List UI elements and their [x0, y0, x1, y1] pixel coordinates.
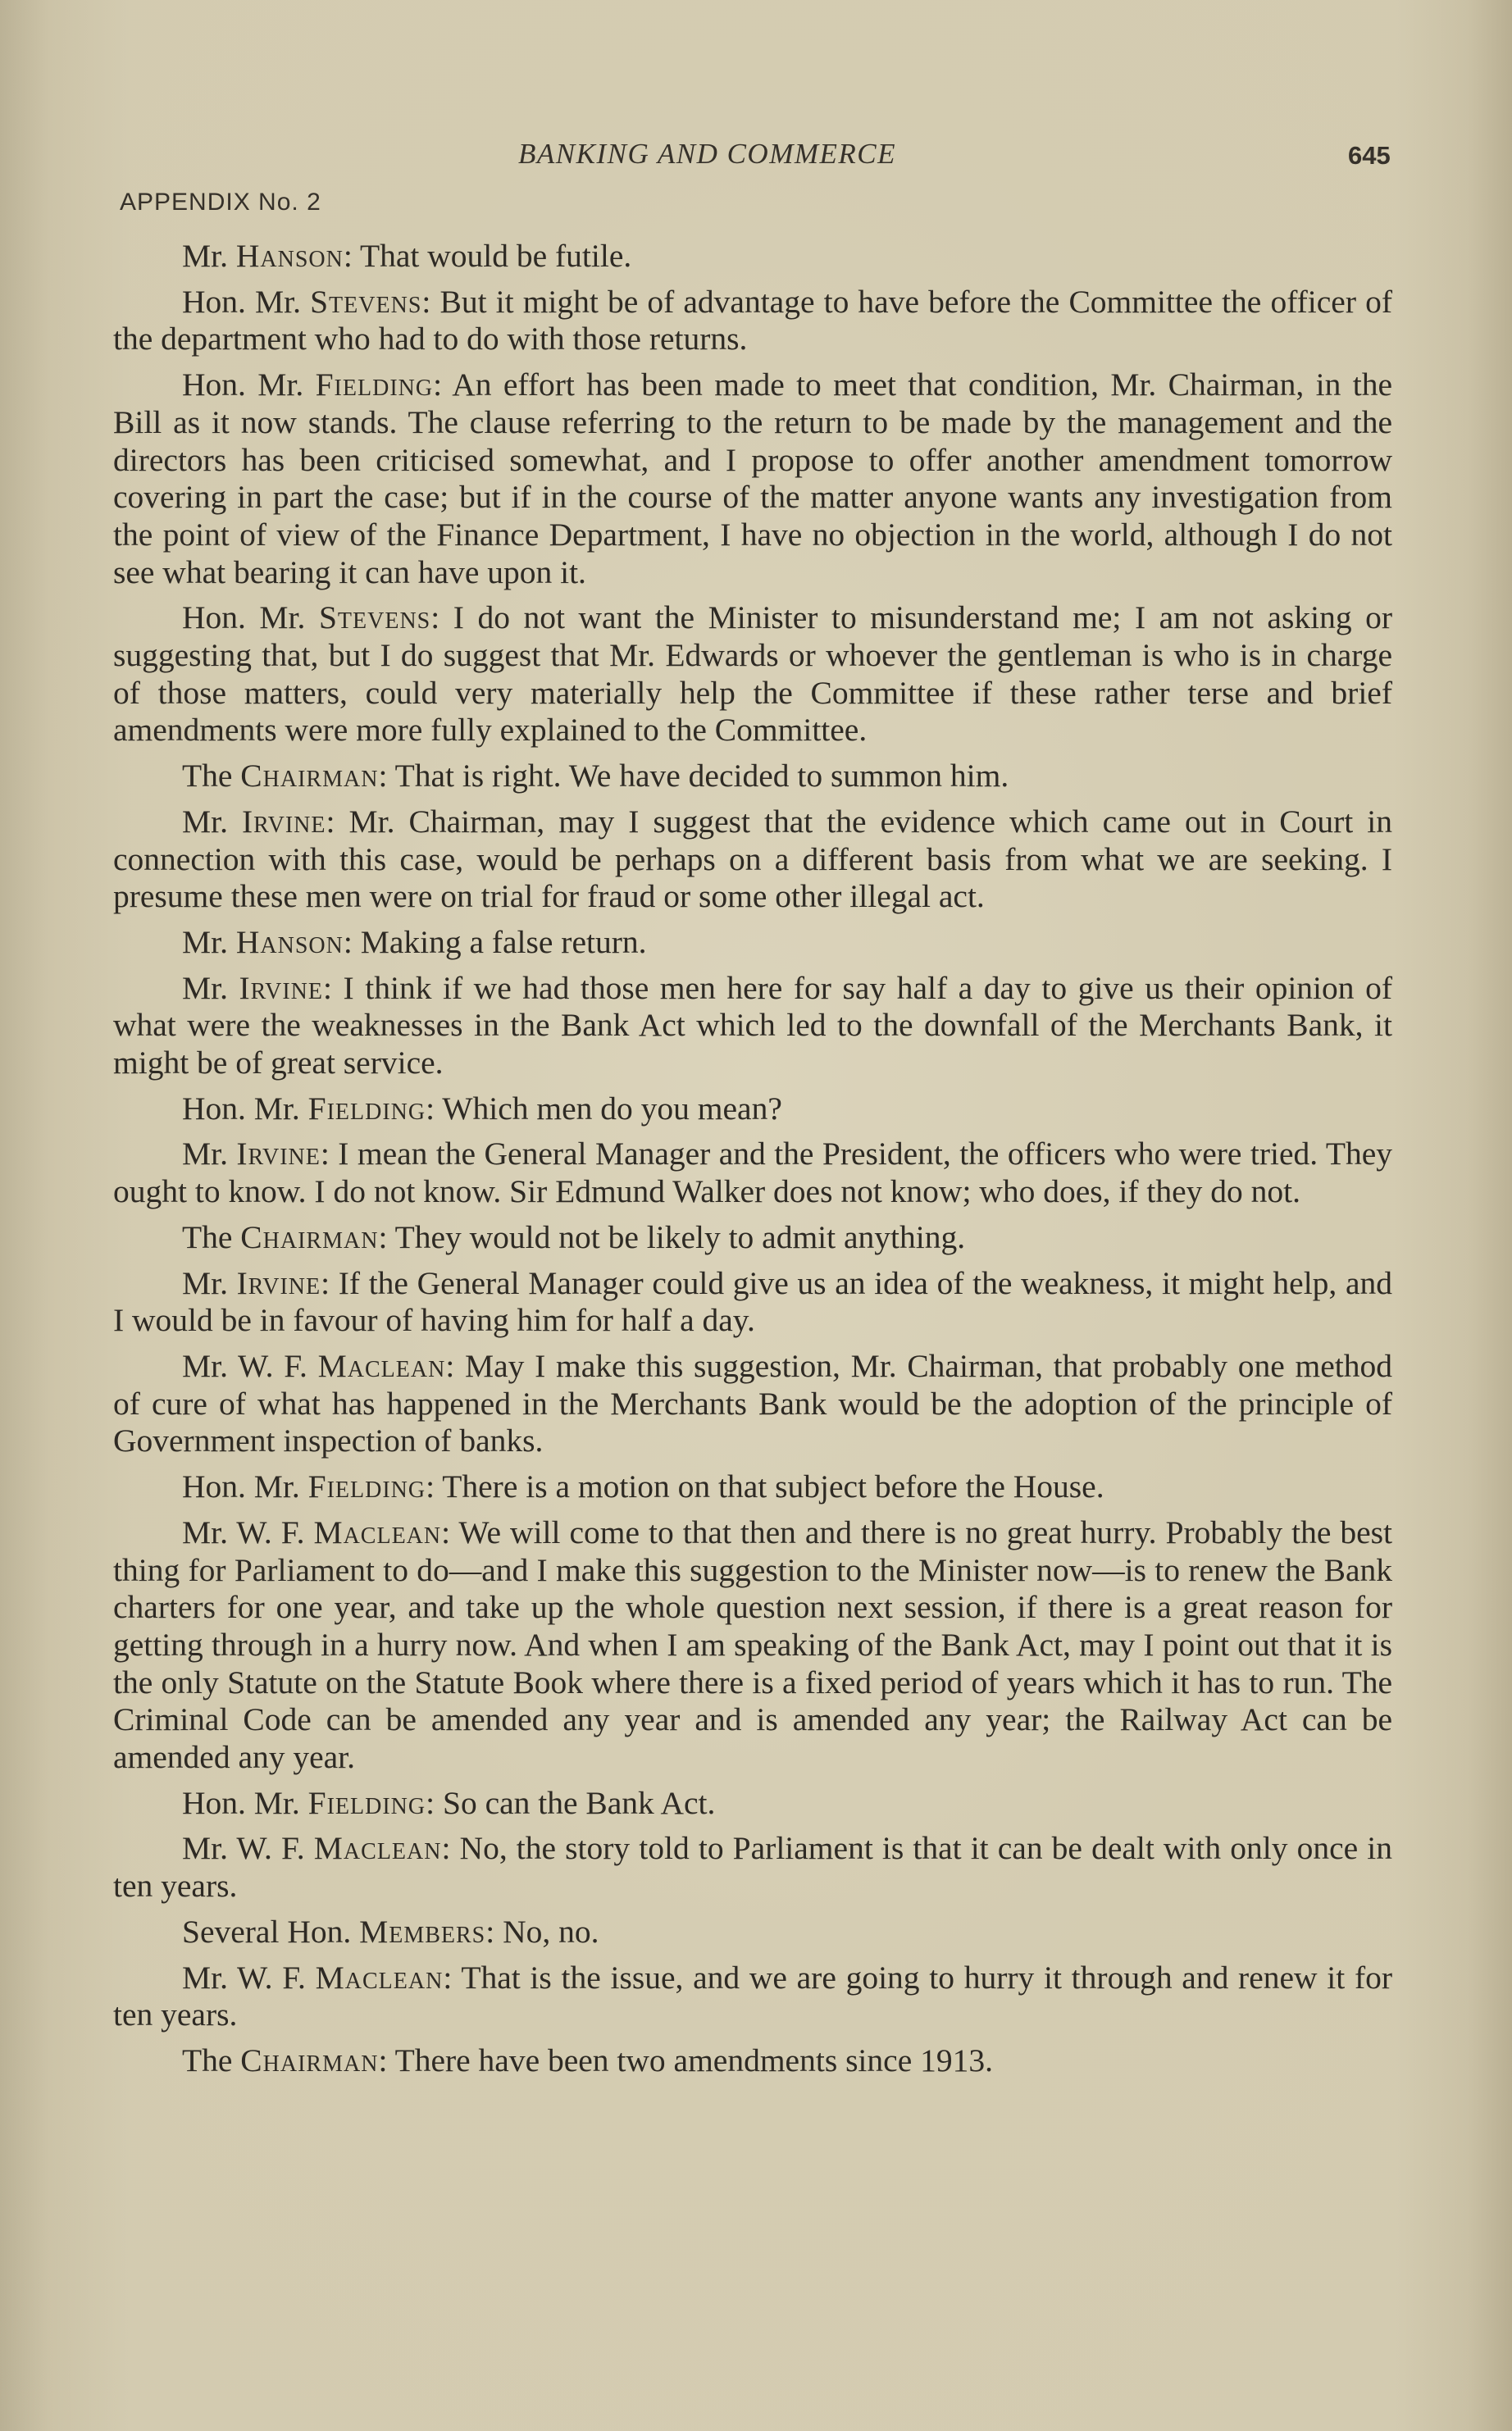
paragraph: Mr. Hanson: That would be futile. — [182, 238, 632, 274]
speaker-name: Stevens — [318, 599, 431, 636]
paragraph: Mr. Irvine: I mean the General Manager and the President, the officers who were tried. They ought to know. I do not know. Sir Edmund Walker does not know; who does, if they do not. — [113, 1136, 1392, 1210]
running-title: BANKING AND COMMERCE — [518, 138, 897, 170]
speaker-name: Irvine — [242, 803, 326, 840]
paragraph: Mr. Irvine: Mr. Chairman, may I suggest that the evidence which came out in Court in connection with this case, would be perhaps on a different basis from what we are seeking. I presume these men were on trial for fraud or some other illegal act. — [113, 803, 1392, 915]
speaker-name: Fielding — [307, 1784, 426, 1821]
speaker-name: Fielding — [315, 366, 434, 403]
paragraph: Several Hon. Members: No, no. — [182, 1913, 599, 1950]
paragraph: Hon. Mr. Stevens: I do not want the Minister to misunderstand me; I am not asking or suggesting that, but I do suggest that Mr. Edwards or whoever the gentleman is who is in charge of those matters, could very materially help the Committee if these rather terse and brief amendments were more fully explained to the Committee. — [113, 599, 1393, 749]
speaker-name: Chairman — [240, 758, 379, 794]
speaker-name: Irvine — [236, 1136, 321, 1172]
paragraph: Hon. Mr. Stevens: But it might be of advantage to have before the Committee the officer of the department who had to do with those returns. — [113, 283, 1392, 357]
paragraph: Hon. Mr. Fielding: There is a motion on that subject before the House. — [182, 1468, 1104, 1505]
speaker-name: Members — [359, 1913, 486, 1950]
page-number: 645 — [1348, 141, 1391, 170]
paragraph: Hon. Mr. Fielding: Which men do you mean? — [182, 1090, 782, 1127]
speaker-name: Chairman — [240, 1218, 379, 1255]
speaker-name: Fielding — [307, 1090, 426, 1127]
speaker-name: Chairman — [240, 2042, 379, 2078]
paragraph: The Chairman: They would not be likely to admit anything. — [182, 1218, 966, 1255]
paragraph: Mr. W. F. Maclean: May I make this suggestion, Mr. Chairman, that probably one method of cure of what has happened in the Merchants Bank would be the adoption of the principle of Government inspection of banks. — [113, 1347, 1392, 1459]
speaker-name: Irvine — [239, 969, 323, 1006]
paragraph: The Chairman: There have been two amendments since 1913. — [182, 2042, 993, 2078]
speaker-name: Irvine — [236, 1264, 321, 1301]
paragraph: Mr. Irvine: I think if we had those men here for say half a day to give us their opinion of what were the weaknesses in the Bank Act which led to the downfall of the Merchants Bank, it might be of great service. — [113, 969, 1392, 1081]
speaker-name: Hanson — [235, 923, 344, 960]
paragraph: Hon. Mr. Fielding: So can the Bank Act. — [182, 1784, 716, 1821]
paragraph: Hon. Mr. Fielding: An effort has been made to meet that condition, Mr. Chairman, in the Bill as it now stands. The clause referring to the return to be made by the management and the directors has been criticised somewhat, and I propose to offer another amendment tomorrow covering in part the case; but if in the course of the matter anyone wants any investigation from the point of view of the Finance Department, I have no objection in the world, although I do not see what bearing it can have upon it. — [113, 366, 1392, 590]
paragraph: The Chairman: That is right. We have decided to summon him. — [182, 758, 1009, 794]
paragraph: Mr. Irvine: If the General Manager could give us an idea of the weakness, it might help, and I would be in favour of having him for half a day. — [113, 1264, 1392, 1339]
running-head — [0, 138, 1512, 174]
paragraph: Mr. W. F. Maclean: That is the issue, and we are going to hurry it through and renew it for ten years. — [113, 1959, 1393, 2033]
speaker-name: Fielding — [307, 1468, 426, 1505]
paragraph: Mr. W. F. Maclean: No, the story told to Parliament is that it can be dealt with only once in ten years. — [113, 1830, 1392, 1905]
speaker-name: Maclean — [317, 1347, 446, 1384]
transcript-body — [113, 238, 1392, 2088]
speaker-name: Maclean — [315, 1959, 444, 1996]
appendix-label: APPENDIX No. 2 — [120, 189, 321, 216]
paragraph: Mr. W. F. Maclean: We will come to that then and there is no great hurry. Probably the best thing for Parliament to do—and I make this suggestion to the Minister now—is to renew the Bank charters for one year, and take up the whole question next session, if there is a great reason for getting through in a hurry now. And when I am speaking of the Bank Act, may I point out that it is the only Statute on the Statute Book where there is a fixed period of years which it has to run. The Criminal Code can be amended any year and is amended any year; the Railway Act can be amended any year. — [113, 1514, 1392, 1776]
speaker-name: Maclean — [313, 1830, 442, 1867]
speaker-name: Hanson — [235, 238, 344, 274]
speaker-name: Maclean — [313, 1514, 442, 1550]
paragraph: Mr. Hanson: Making a false return. — [182, 923, 647, 960]
speaker-name: Stevens — [310, 283, 422, 320]
